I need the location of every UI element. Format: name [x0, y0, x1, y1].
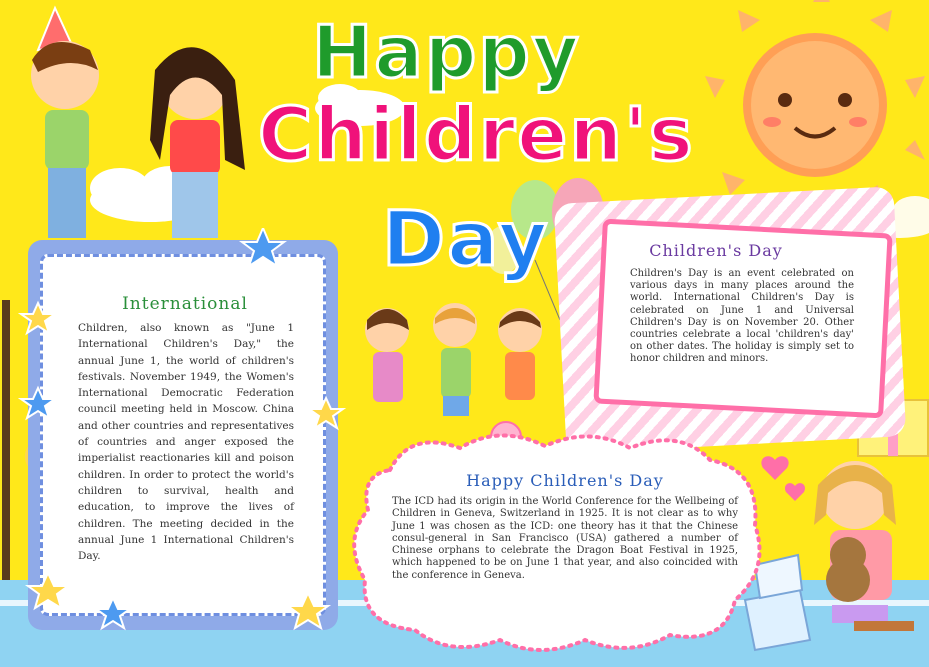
kids-with-balloons-illustration — [355, 290, 555, 450]
title-line-2: Children's — [258, 92, 695, 178]
international-body: Children, also known as "June 1 International Children's Day," the annual June 1, the world of children's festivals. November 1949, the Women's International Democratic Federation council meeting held in Moscow. China and other countries and representatives of countries and anger exposed the imperialist reactionaries kill and poison children. In order to protect the world's children to survival, health and education, to improve the lives of children. The meeting decided in the annual June 1 International Children's Day. — [78, 322, 294, 563]
childrens-day-body: Children's Day is an event celebrated on various days in many places around the world. International Children's Day is celebrated on June 1 and Universal Children's Day is on November 20. Other countries celebrate a local 'children's day' on other dates. The holiday is simply set to honor children and minors. — [630, 268, 854, 365]
happy-childrens-day-body: The ICD had its origin in the World Conference for the Wellbeing of Children in Geneva, Switzerland in 1925. It is not clear as to why June 1 was chosen as the ICD: one theory has it that the Chinese consul-general in San Francisco (USA) gathered a number of Chinese orphans to celebrate the Dragon Boat Festival in 1925, which happened to be on June 1 that year, and also coincided with the conference in Geneva. — [392, 496, 738, 581]
kids-illustration — [10, 0, 260, 250]
title-line-3: Day — [382, 194, 550, 283]
sun-icon — [705, 0, 925, 218]
title-line-1: Happy — [312, 10, 581, 94]
lamp-post — [2, 300, 10, 580]
childrens-day-heading: Children's Day — [649, 241, 783, 260]
happy-childrens-day-heading: Happy Children's Day — [466, 471, 664, 490]
girl-with-teddy-illustration — [800, 445, 929, 667]
international-heading: International — [122, 294, 248, 314]
